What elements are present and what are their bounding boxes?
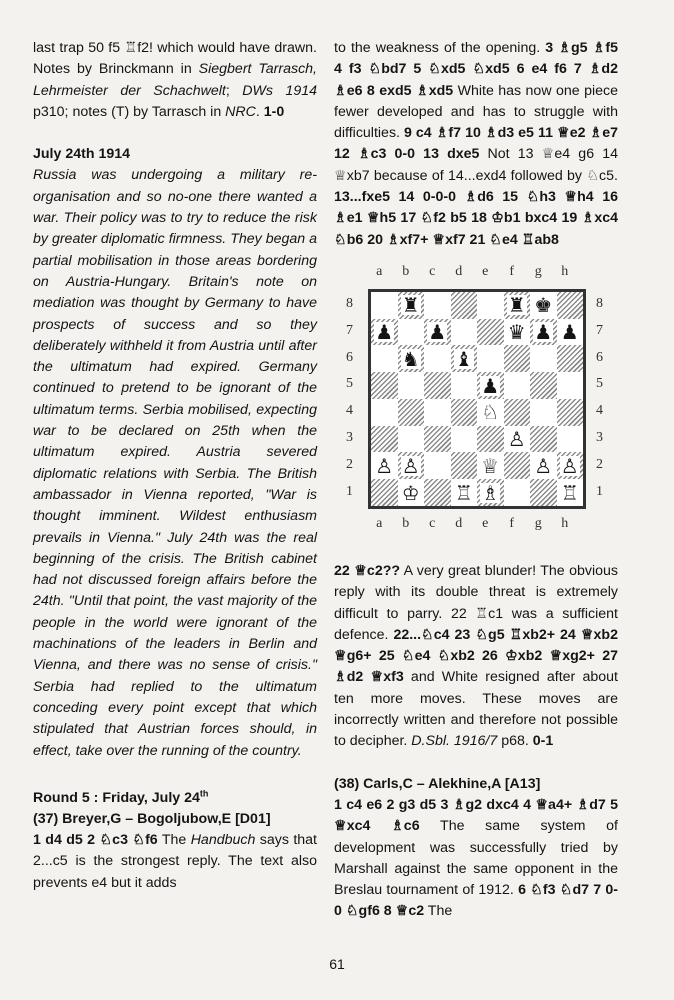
square-a4 xyxy=(371,399,398,426)
chess-piece-icon: ♟ xyxy=(481,373,500,398)
square-b8 xyxy=(398,292,425,319)
square-d7 xyxy=(451,319,478,346)
square-e5 xyxy=(477,372,504,399)
square-f7 xyxy=(504,319,531,346)
square-a7 xyxy=(371,319,398,346)
square-a5 xyxy=(371,372,398,399)
file-label: h xyxy=(561,263,569,279)
game-37-continuation xyxy=(334,38,618,251)
file-labels-top xyxy=(366,261,606,282)
chess-piece-icon: ♖ xyxy=(560,480,579,505)
square-d2 xyxy=(451,452,478,479)
square-h2 xyxy=(557,452,584,479)
square-b2 xyxy=(398,452,425,479)
chess-piece-icon: ♔ xyxy=(401,480,420,505)
square-g7 xyxy=(530,319,557,346)
rank-label: 1 xyxy=(346,483,353,499)
square-h4 xyxy=(557,399,584,426)
rook-icon: ♖ xyxy=(124,40,138,56)
chess-piece-icon: ♚ xyxy=(534,293,553,318)
history-paragraph: Russia was undergoing a military re-organisation and so no-one there wanted a war. Their policy was to try to reduce the risk by greater diplomatic firmness. They began a partial mobilisation in those areas bordering on Austria-Hungary. Britain's note on mediation was thought by Germany to have prospects of success and so they deliberately withheld it from Austria until after the ultimatum had expired. Germany continued to pretend to be ignorant of the ultimatum terms. Serbia mobilised, expecting war to be declared on 25th when the ultimatum expired. Austria severed diplomatic relations with Serbia. The British ambassador in Vienna reported, "War is thought imminent. Wildest enthusiasm prevails in Vienna." July 24th was the real beginning of the crisis. The British cabinet had not discussed foreign affairs before the 24th. "Until that point, the vast majority of the people in the world were ignorant of the machinations of the leaders in Berlin and Vienna, and there was no sense of crisis." Serbia had replied to the ultimatum conceding every point except that which stipulated that Austrian forces should, in effect, take over the running of the country. xyxy=(33,167,317,759)
chess-piece-icon: ♗ xyxy=(481,480,500,505)
date-heading: July 24th 1914 xyxy=(33,146,131,163)
square-d1 xyxy=(451,479,478,506)
file-label: h xyxy=(561,515,569,531)
rank-label: 8 xyxy=(346,295,353,311)
text-run: 3 ♗g5 ♗f5 4 f3 ♘bd7 5 ♘xd5 ♘xd5 6 e4 f6 7 ♗d2 ♗e6 8 exd5 ♗xd5 xyxy=(334,40,618,99)
chess-piece-icon: ♙ xyxy=(534,453,553,478)
text-run: and White resigned after about ten more moves. These moves are incorrectly written and therefore not possible to decipher. xyxy=(334,669,618,750)
square-a1 xyxy=(371,479,398,506)
square-e1 xyxy=(477,479,504,506)
file-label: c xyxy=(429,263,436,279)
file-label: d xyxy=(455,263,463,279)
square-g3 xyxy=(530,426,557,453)
text-run: 9 c4 ♗f7 10 ♗d3 e5 11 ♕e2 ♗e7 12 ♗c3 0-0 13 dxe5 xyxy=(334,125,618,163)
square-e6 xyxy=(477,345,504,372)
square-g4 xyxy=(530,399,557,426)
square-b5 xyxy=(398,372,425,399)
right-column xyxy=(334,38,618,923)
square-g6 xyxy=(530,345,557,372)
square-h3 xyxy=(557,426,584,453)
file-label: g xyxy=(534,263,542,279)
page-number: 61 xyxy=(329,956,345,972)
chess-piece-icon: ♙ xyxy=(560,453,579,478)
file-labels-bottom xyxy=(366,513,606,534)
text-run: The xyxy=(424,903,453,920)
square-e8 xyxy=(477,292,504,319)
file-label: f xyxy=(509,263,515,279)
chess-piece-icon: ♞ xyxy=(401,346,420,371)
chess-piece-icon: ♘ xyxy=(481,400,500,425)
game-38-text xyxy=(334,795,618,923)
square-g5 xyxy=(530,372,557,399)
chess-piece-icon: ♙ xyxy=(401,453,420,478)
chess-piece-icon: ♙ xyxy=(375,453,394,478)
text-run: 1 c4 e6 2 g3 d5 3 ♗g2 dxc4 4 ♕a4+ ♗d7 5 ♕xc4 ♗c6 xyxy=(334,796,618,835)
square-h8 xyxy=(557,292,584,319)
square-b3 xyxy=(398,426,425,453)
square-c7 xyxy=(424,319,451,346)
rank-label: 3 xyxy=(346,429,353,445)
square-c1 xyxy=(424,479,451,506)
rank-label: 7 xyxy=(346,322,353,338)
round-heading: Round 5 : Friday, July 24th xyxy=(33,787,209,806)
square-h7 xyxy=(557,319,584,346)
square-e4 xyxy=(477,399,504,426)
rank-label: 5 xyxy=(596,376,603,392)
game-37-text: 1 d4 d5 2 ♘c3 ♘f6 The Handbuch says that 2...c5 is the strongest reply. The text also prevents e4 but it adds xyxy=(33,832,317,891)
file-label: a xyxy=(376,263,383,279)
square-e7 xyxy=(477,319,504,346)
square-d3 xyxy=(451,426,478,453)
text-run: 22 ♕c2?? xyxy=(334,562,401,579)
square-e3 xyxy=(477,426,504,453)
chess-piece-icon: ♜ xyxy=(507,293,526,318)
chess-piece-icon: ♖ xyxy=(454,480,473,505)
rank-labels-right xyxy=(596,291,603,506)
square-b1 xyxy=(398,479,425,506)
file-label: b xyxy=(402,263,410,279)
square-b4 xyxy=(398,399,425,426)
square-g1 xyxy=(530,479,557,506)
text-run: to the weakness of the opening. xyxy=(334,40,546,56)
text-run: White has now one piece fewer developed and has to struggle with difficulties. xyxy=(334,82,618,142)
file-label: b xyxy=(402,515,410,531)
chess-piece-icon: ♝ xyxy=(454,346,473,371)
chess-piece-icon: ♟ xyxy=(534,320,553,345)
chess-piece-icon: ♜ xyxy=(401,293,420,318)
square-a3 xyxy=(371,426,398,453)
square-h1 xyxy=(557,479,584,506)
text-run: D.Sbl. 1916/7 xyxy=(411,733,498,750)
square-f2 xyxy=(504,452,531,479)
text-run: 13...fxe5 14 0-0-0 ♗d6 15 ♘h3 ♕h4 16 ♗e1 ♕h5 17 ♘f2 b5 18 ♔b1 bxc4 19 ♗xc4 ♘b6 20 ♗xf7+ ♕xf7 21 ♘e4 ♖ab8 xyxy=(334,189,618,248)
file-label: f xyxy=(509,515,515,531)
left-column xyxy=(33,38,317,894)
square-b6 xyxy=(398,345,425,372)
text-run: The same system of development was successfully tried by Marshall against the same opponent in the Breslau tournament of 1912. xyxy=(334,818,618,899)
square-f4 xyxy=(504,399,531,426)
rank-labels-left xyxy=(346,291,353,506)
square-c2 xyxy=(424,452,451,479)
square-a6 xyxy=(371,345,398,372)
square-c8 xyxy=(424,292,451,319)
text-run: 0-1 xyxy=(532,733,554,750)
square-h6 xyxy=(557,345,584,372)
rank-label: 4 xyxy=(346,403,353,419)
game-37-annotation xyxy=(334,561,618,753)
square-a8 xyxy=(371,292,398,319)
square-d6 xyxy=(451,345,478,372)
chess-piece-icon: ♟ xyxy=(375,320,394,345)
rank-label: 5 xyxy=(346,376,353,392)
square-c3 xyxy=(424,426,451,453)
rank-label: 2 xyxy=(346,456,353,472)
square-h5 xyxy=(557,372,584,399)
square-g8 xyxy=(530,292,557,319)
chess-piece-icon: ♙ xyxy=(507,427,526,452)
text-run: p68. xyxy=(497,733,533,750)
square-e2 xyxy=(477,452,504,479)
chess-piece-icon: ♕ xyxy=(481,453,500,478)
rank-label: 4 xyxy=(596,403,603,419)
game-ending-notes: last trap 50 f5 ♖f2! which would have drawn. Notes by Brinckmann in Siegbert Tarrasch, Lehrmeister der Schachwelt; DWs 1914 p310; notes (T) by Tarrasch in NRC. 1-0 xyxy=(33,40,318,120)
square-d4 xyxy=(451,399,478,426)
file-label: c xyxy=(429,515,436,531)
square-f3 xyxy=(504,426,531,453)
square-g2 xyxy=(530,452,557,479)
square-d8 xyxy=(451,292,478,319)
square-c4 xyxy=(424,399,451,426)
rank-label: 2 xyxy=(596,456,603,472)
square-f6 xyxy=(504,345,531,372)
square-d5 xyxy=(451,372,478,399)
chess-piece-icon: ♟ xyxy=(428,320,447,345)
chess-piece-icon: ♛ xyxy=(507,320,526,345)
text-run: A very great blunder! The obvious reply with its double threat is extremely difficult to parry. 22 ♖c1 was a sufficient defence. xyxy=(334,562,618,643)
rank-label: 8 xyxy=(596,295,603,311)
square-c6 xyxy=(424,345,451,372)
chess-board xyxy=(368,289,586,509)
square-f8 xyxy=(504,292,531,319)
game-38-heading: (38) Carls,C – Alekhine,A [A13] xyxy=(334,775,541,792)
square-f1 xyxy=(504,479,531,506)
text-run: 22...♘c4 23 ♘g5 ♖xb2+ 24 ♕xb2 ♕g6+ 25 ♘e4 ♘xb2 26 ♔xb2 ♕xg2+ 27 ♗d2 ♕xf3 xyxy=(334,626,618,686)
file-label: g xyxy=(534,515,542,531)
text-run: 6 ♘f3 ♘d7 7 0-0 ♘gf6 8 ♕c2 xyxy=(334,882,618,920)
file-label: e xyxy=(482,263,489,279)
square-c5 xyxy=(424,372,451,399)
file-label: d xyxy=(455,515,463,531)
rank-label: 7 xyxy=(596,322,603,338)
rank-label: 6 xyxy=(596,349,603,365)
file-label: e xyxy=(482,515,489,531)
chess-diagram xyxy=(334,261,618,561)
rank-label: 3 xyxy=(596,429,603,445)
square-b7 xyxy=(398,319,425,346)
square-a2 xyxy=(371,452,398,479)
rank-label: 1 xyxy=(596,483,603,499)
rank-label: 6 xyxy=(346,349,353,365)
chess-piece-icon: ♟ xyxy=(560,320,579,345)
text-run: Not 13 ♕e4 g6 14 ♕xb7 because of 14...exd4 followed by ♘c5. xyxy=(334,146,618,184)
square-f5 xyxy=(504,372,531,399)
file-label: a xyxy=(376,515,383,531)
game-37-heading: (37) Breyer,G – Bogoljubow,E [D01] xyxy=(33,810,271,827)
